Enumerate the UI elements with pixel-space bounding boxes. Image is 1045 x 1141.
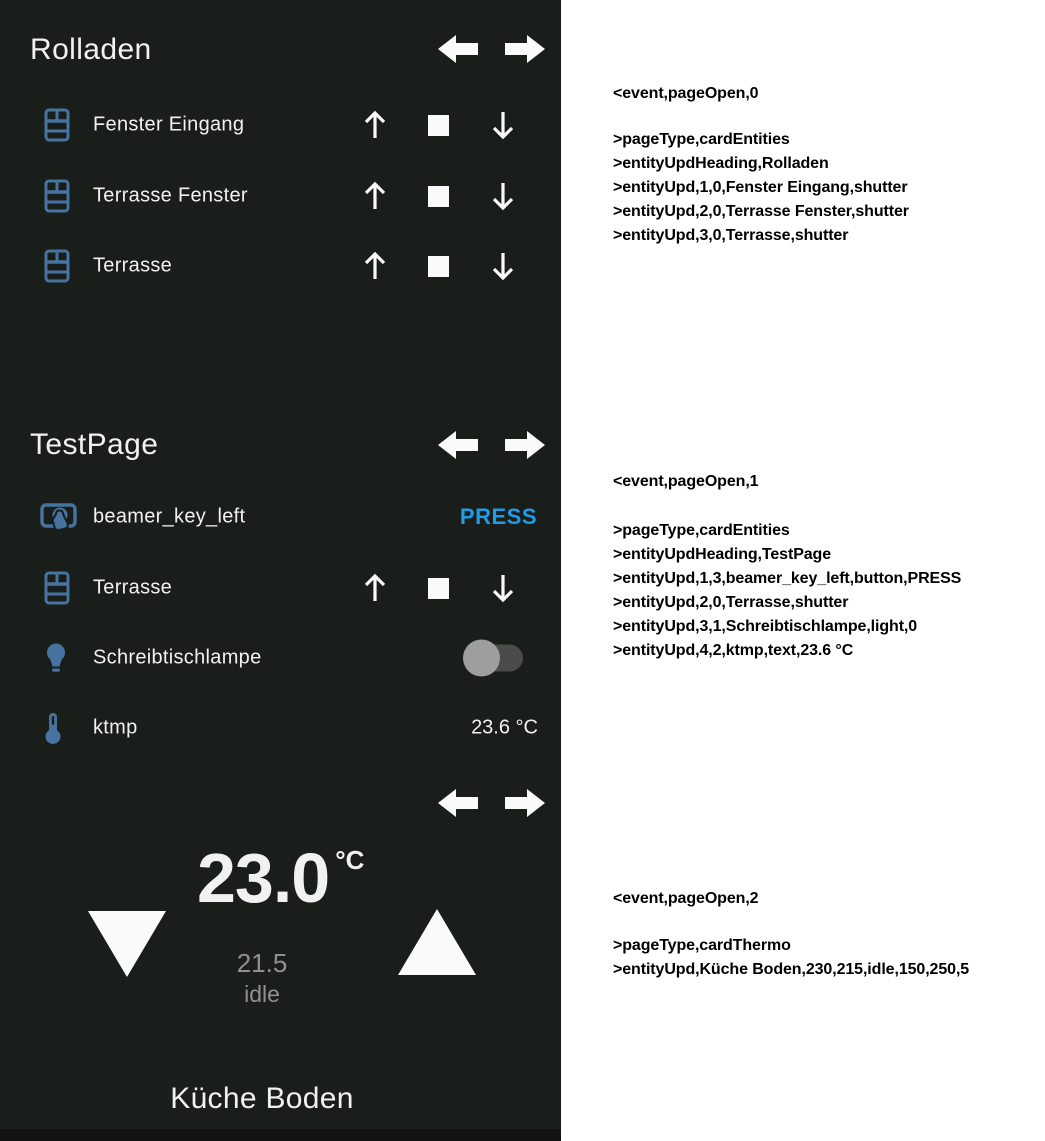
- log-line: >entityUpd,2,0,Terrasse,shutter: [613, 594, 849, 611]
- shutter-down-button[interactable]: [485, 107, 521, 143]
- log-line: <event,pageOpen,0: [613, 85, 759, 102]
- entity-label: beamer_key_left: [93, 505, 246, 528]
- log-line: >entityUpdHeading,TestPage: [613, 546, 832, 563]
- nav-prev-icon[interactable]: [438, 787, 478, 819]
- thermometer-icon: [44, 711, 62, 745]
- hvac-state: idle: [244, 981, 280, 1007]
- log-line: >entityUpd,2,0,Terrasse Fenster,shutter: [613, 203, 909, 220]
- target-temperature: 21.5: [236, 948, 288, 978]
- entity-label: Terrasse Fenster: [93, 184, 248, 207]
- log-line: >entityUpd,3,0,Terrasse,shutter: [613, 227, 849, 244]
- stop-icon: [428, 186, 449, 207]
- lightbulb-icon: [44, 642, 68, 674]
- log-line: >entityUpd,Küche Boden,230,215,idle,150,250,5: [613, 961, 970, 978]
- gesture-tap-button-icon: [40, 500, 78, 534]
- card-testpage: [0, 392, 561, 770]
- card-rolladen: [0, 0, 561, 392]
- log-line: >entityUpd,4,2,ktmp,text,23.6 °C: [613, 642, 854, 659]
- entity-row-terrasse: [0, 562, 561, 614]
- shutter-down-button[interactable]: [485, 178, 521, 214]
- temperature-unit: °C: [335, 845, 365, 875]
- window-shutter-icon: [44, 249, 70, 283]
- log-line: >entityUpdHeading,Rolladen: [613, 155, 829, 172]
- current-temperature: [197, 839, 365, 917]
- shutter-stop-button[interactable]: [420, 248, 456, 284]
- page-nav: [438, 429, 545, 461]
- entity-row-beamer-key-left: [0, 491, 561, 543]
- entity-row-schreibtischlampe: [0, 632, 561, 684]
- entity-row-terrasse: [0, 240, 561, 292]
- shutter-down-button[interactable]: [485, 248, 521, 284]
- nav-next-icon[interactable]: [505, 33, 545, 65]
- entity-label: Terrasse: [93, 254, 173, 277]
- nav-next-icon[interactable]: [505, 429, 545, 461]
- thermostat-title: Küche Boden: [170, 1082, 354, 1115]
- entity-label: Terrasse: [93, 576, 173, 599]
- stop-icon: [428, 578, 449, 599]
- nav-prev-icon[interactable]: [438, 33, 478, 65]
- entity-label: Schreibtischlampe: [93, 646, 262, 669]
- window-shutter-icon: [44, 108, 70, 142]
- light-toggle[interactable]: [466, 645, 523, 672]
- page-heading: TestPage: [30, 428, 159, 461]
- log-line: <event,pageOpen,1: [613, 473, 759, 490]
- entity-label: Fenster Eingang: [93, 113, 245, 136]
- log-messages: [613, 128, 909, 248]
- stop-icon: [428, 256, 449, 277]
- page-nav: [438, 787, 545, 819]
- press-button[interactable]: PRESS: [459, 504, 537, 529]
- entity-row-fenster-eingang: [0, 99, 561, 151]
- log-line: >pageType,cardEntities: [613, 522, 790, 539]
- page-nav: [438, 33, 545, 65]
- nav-next-icon[interactable]: [505, 787, 545, 819]
- shutter-up-button[interactable]: [357, 570, 393, 606]
- shutter-up-button[interactable]: [357, 248, 393, 284]
- log-messages: [613, 934, 969, 982]
- card-thermo: [0, 770, 561, 1141]
- entity-label: ktmp: [93, 716, 138, 739]
- shutter-up-button[interactable]: [357, 178, 393, 214]
- log-line: <event,pageOpen,2: [613, 890, 759, 907]
- log-line: >entityUpd,1,0,Fenster Eingang,shutter: [613, 179, 908, 196]
- log-line: >pageType,cardEntities: [613, 131, 790, 148]
- shutter-up-button[interactable]: [357, 107, 393, 143]
- toggle-knob: [463, 640, 500, 677]
- stop-icon: [428, 115, 449, 136]
- entity-row-ktmp: [0, 702, 561, 754]
- panel-bottom-bar: [0, 1129, 561, 1141]
- shutter-stop-button[interactable]: [420, 570, 456, 606]
- entity-row-terrasse-fenster: [0, 170, 561, 222]
- nav-prev-icon[interactable]: [438, 429, 478, 461]
- log-event: [613, 470, 758, 494]
- log-line: >pageType,cardThermo: [613, 937, 791, 954]
- log-event: [613, 82, 758, 106]
- log-event: [613, 887, 758, 911]
- shutter-stop-button[interactable]: [420, 107, 456, 143]
- shutter-stop-button[interactable]: [420, 178, 456, 214]
- shutter-down-button[interactable]: [485, 570, 521, 606]
- log-line: >entityUpd,3,1,Schreibtischlampe,light,0: [613, 618, 918, 635]
- sensor-value: 23.6 °C: [471, 716, 538, 739]
- window-shutter-icon: [44, 571, 70, 605]
- window-shutter-icon: [44, 179, 70, 213]
- page-heading: Rolladen: [30, 33, 152, 66]
- current-temperature-value: 23.0: [197, 839, 330, 917]
- log-messages: [613, 519, 961, 663]
- log-line: >entityUpd,1,3,beamer_key_left,button,PRESS: [613, 570, 962, 587]
